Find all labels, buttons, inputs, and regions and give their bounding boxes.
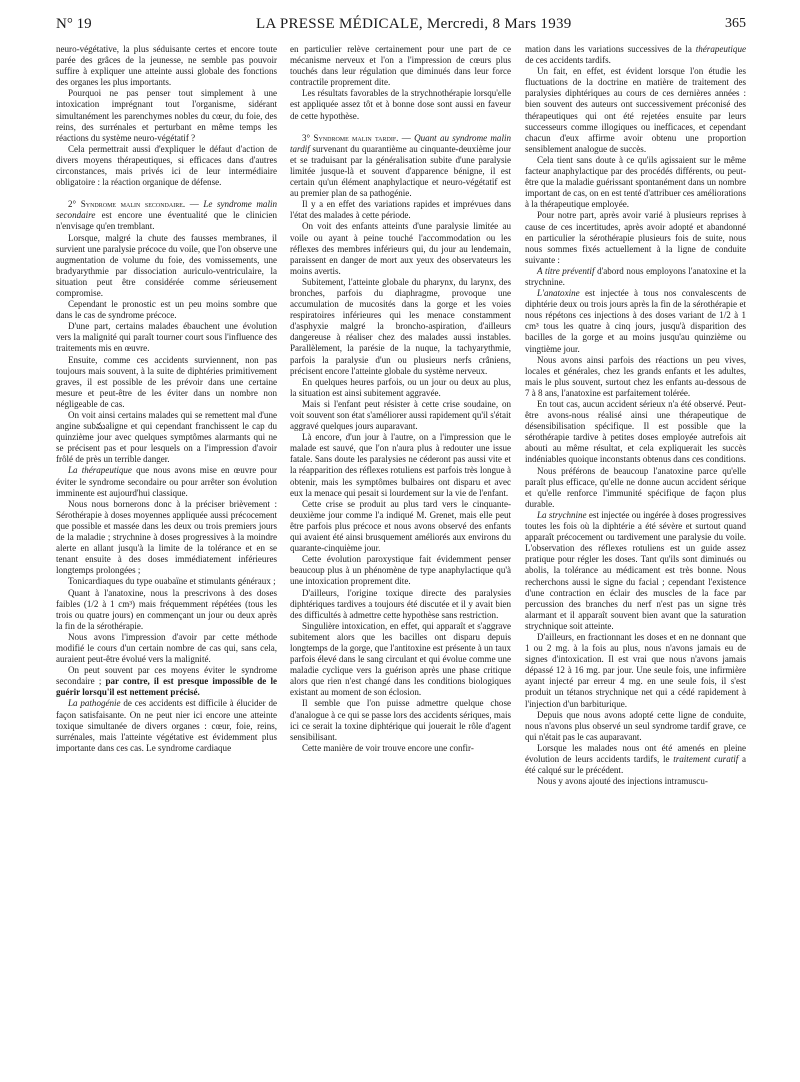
paragraph: Singulière intoxication, en effet, qui apparaît et s'aggrave subitement alors que les bacilles ont disparu depuis longtemps de la gorge, que l'antitoxine est présente à un taux parfois élevé dans le sang circulant et qui évolue comme une maladie cyclique vers la guérison après une phase critique alors que rien n'est changé dans les conditions biologiques existant au moment de son éclosion.	[290, 620, 511, 698]
paragraph: mation dans les variations successives de la thérapeutique de ces accidents tardifs.	[525, 44, 746, 66]
paragraph: La strychnine est injectée ou ingérée à doses progressives toutes les fois où la diphtérie a été sévère et surtout quand apparaît précocement ou tardivement une paralysie du voile. L'observation des réflexes rotuliens est un guide assez pratique pour régler les doses. Tant qu'ils sont diminués ou abolis, la tolérance au médicament est très bonne. Nous recherchons aussi le signe du facial ; cependant l'existence d'une contraction en éclair des muscles de la face par percussion des branches du nerf n'est pas un signe très alarmant et il apparaît souvent bien avant que la saturation strychnique soit atteinte.	[525, 509, 746, 631]
paragraph: Quant à l'anatoxine, nous la prescrivons à des doses faibles (1/2 à 1 cm³) mais fréquemment répétées (tous les trois ou quatre jours) en commençant un jour ou deux après la fin de la sérothérapie.	[56, 587, 277, 631]
paragraph: On voit ainsi certains malades qui se remettent mal d'une angine subమaligne et qui cependant franchissent le cap du quinzième jour avec quelques symptômes alarmants qui ne se précisent pas et pour lesquels on a l'impression d'avoir frôlé de près un terrible danger.	[56, 410, 277, 465]
page-number: 365	[725, 16, 746, 31]
paragraph: On peut souvent par ces moyens éviter le syndrome secondaire ; par contre, il est presque impossible de le guérir lorsqu'il est nettement précisé.	[56, 665, 277, 698]
paragraph: Cela tient sans doute à ce qu'ils agissaient sur le même facteur anaphylactique par des procédés différents, ou peut-être que la maladie guérissant spontanément dans un nombre important de cas, on en est tenté d'attribuer ces améliorations à la thérapeutique employée.	[525, 154, 746, 210]
paragraph: Pour notre part, après avoir varié à plusieurs reprises à cause de ces incertitudes, après avoir adopté et abandonné en particulier la sérothérapie plusieurs fois de suite, nous nous sommes fixés actuellement à la ligne de conduite suivante :	[525, 210, 746, 265]
paragraph: Subitement, l'atteinte globale du pharynx, du larynx, des bronches, parfois du diaphragme, provoque une accumulation de mucosités dans la gorge et les voies respiratoires inférieures qui les menace constamment d'asphyxie malgré la broncho-aspiration, d'ailleurs dangereuse à réaliser chez des malades aussi instables. Parallèlement, la parésie de la nuque, la tachyarythmie, parfois la paralysie d'un ou plusieurs nerfs crâniens, précisent encore l'atteinte globale du système nerveux.	[290, 276, 511, 376]
column-3	[525, 44, 746, 1074]
paragraph: Lorsque, malgré la chute des fausses membranes, il survient une paralysie précoce du voile, que l'on observe une augmentation de volume du foie, des vomissements, une bradyarythmie par dissociation auriculo-ventriculaire, la situation peut être considérée comme sérieusement compromise.	[56, 232, 277, 298]
paragraph: Il semble que l'on puisse admettre quelque chose d'analogue à ce qui se passe lors des accidents sériques, mais ici ce serait la toxine diphtérique qui jouerait le rôle d'agent sensibilisant.	[290, 698, 511, 742]
paragraph: Cela permettrait aussi d'expliquer le défaut d'action de divers moyens thérapeutiques, si efficaces dans d'autres circonstances, mais privés ici de leur intermédiaire obligatoire : la réaction organique de défense.	[56, 143, 277, 188]
issue-number: N° 19	[56, 16, 92, 32]
paragraph: Pourquoi ne pas penser tout simplement à une intoxication imprégnant tout l'organisme, sidérant simultanément les parenchymes nobles du cœur, du foie, des reins, des surrénales et perturbant en même temps les réactions du système neuro-végétatif ?	[56, 88, 277, 143]
section-paragraph: 2° Syndrome malin secondaire. — Le syndrome malin secondaire est encore une éventualité que le clinicien n'envisage qu'en tremblant.	[56, 199, 277, 232]
paragraph: Cette évolution paroxystique fait évidemment penser beaucoup plus à un phénomène de type anaphylactique qu'à une intoxication proprement dite.	[290, 554, 511, 587]
paragraph: Cette crise se produit au plus tard vers le cinquante-deuxième jour comme l'a indiqué M. Grenet, mais elle peut être parfois plus précoce et nous avons observé des enfants qui avaient été ainsi brusquement améliorés aux environs du quarante-cinquième jour.	[290, 498, 511, 554]
paragraph: Il y a en effet des variations rapides et imprévues dans l'état des malades à cette période.	[290, 199, 511, 221]
paragraph: Ensuite, comme ces accidents surviennent, non pas toujours mais souvent, à la suite de diphtéries primitivement graves, il est possible de les prévoir dans une certaine mesure et peut-être de les éviter dans un nombre non négligeable de cas.	[56, 354, 277, 409]
paragraph: neuro-végétative, la plus séduisante certes et encore toute parée des grâces de la jeunesse, ne semble pas pouvoir suffire à expliquer une atteinte aussi globale des fonctions des organes les plus importants.	[56, 44, 277, 88]
paragraph: Là encore, d'un jour à l'autre, on a l'impression que le malade est sauvé, que l'on n'aura plus à redouter une issue fatale. Sans doute les paralysies ne céderont pas aussi vite et la réapparition des réflexes rotuliens est parfois très longue à obtenir, mais les symptômes bulbaires ont disparu et avec eux la menace qui pesait si lourdement sur la vie de l'enfant.	[290, 432, 511, 498]
page-header	[56, 16, 746, 38]
paragraph: D'une part, certains malades ébauchent une évolution vers la malignité qui paraît tourner court sous l'influence des traitements mis en œuvre.	[56, 321, 277, 354]
section-heading: 3° Syndrome malin tardif.	[302, 132, 399, 143]
paragraph: en particulier relève certainement pour une part de ce mécanisme nerveux et l'on a l'impression de cœurs plus touchés dans leur régulation que diminués dans leur force contractile proprement dite.	[290, 44, 511, 88]
paragraph: La thérapeutique que nous avons mise en œuvre pour éviter le syndrome secondaire ou pour arrêter son évolution imminente est aujourd'hui classique.	[56, 465, 277, 498]
paragraph: Un fait, en effet, est évident lorsque l'on étudie les fluctuations de la doctrine en matière de traitement des paralysies diphtériques au cours de ces dernières années : bien souvent des auteurs ont successivement préconisé des thérapeutiques qui ont été rejetées ensuite par leurs successeurs comme illogiques ou inefficaces, et cependant chacun d'eux affirme avoir obtenu une proportion sensiblement analogue de succès.	[525, 66, 746, 154]
section-heading: 2° Syndrome malin secondaire.	[68, 199, 186, 210]
journal-title: LA PRESSE MÉDICALE, Mercredi, 8 Mars 1939	[256, 16, 572, 32]
paragraph: Cette manière de voir trouve encore une confir-	[302, 742, 474, 753]
paragraph: A titre préventif d'abord nous employons l'anatoxine et la strychnine.	[525, 265, 746, 287]
paragraph: En tout cas, aucun accident sérieux n'a été observé. Peut-être avons-nous réalisé ainsi une thérapeutique de désensibilisation spécifique. Il est possible que la sérothérapie tardive à petites doses employée autrefois ait abouti au même résultat, et cela expliquerait les succès indéniables quoique inconstants obtenus dans ces conditions.	[525, 399, 746, 465]
paragraph: Tonicardiaques du type ouabaïne et stimulants généraux ;	[68, 576, 276, 587]
paragraph: Nous avons ainsi parfois des réactions un peu vives, locales et générales, chez les grands enfants et les adultes, mais le plus souvent, surtout chez les enfants au-dessous de 7 à 8 ans, l'anatoxine est parfaitement tolérée.	[525, 354, 746, 398]
paragraph: On voit des enfants atteints d'une paralysie limitée au voile ou ayant à peine touché l'accommodation ou les réflexes des membres inférieurs qui, du jour au lendemain, paraissent en danger de mort aux yeux des observateurs les moins avertis.	[290, 221, 511, 276]
paragraph: Nous préférons de beaucoup l'anatoxine parce qu'elle paraît plus efficace, qu'elle ne donne aucun accident sérique et qu'elle renforce l'immunité spécifique de façon plus durable.	[525, 465, 746, 509]
paragraph: Nous y avons ajouté des injections intramuscu-	[537, 776, 708, 787]
paragraph: Depuis que nous avons adopté cette ligne de conduite, nous n'avons plus observé un seul syndrome tardif grave, ce qui n'était pas le cas auparavant.	[525, 709, 746, 742]
paragraph: D'ailleurs, l'origine toxique directe des paralysies diphtériques tardives a toujours été discutée et il y avait bien des difficultés à admettre cette hypothèse sans restriction.	[290, 587, 511, 620]
paragraph: Les résultats favorables de la strychnothérapie lorsqu'elle est appliquée assez tôt et à bonne dose sont aussi en faveur de cette hypothèse.	[290, 88, 511, 121]
paragraph: Nous avons l'impression d'avoir par cette méthode modifié le cours d'un certain nombre de cas qui, sans cela, auraient peut-être évolué vers la malignité.	[56, 631, 277, 665]
paragraph: L'anatoxine est injectée à tous nos convalescents de diphtérie deux ou trois jours après la fin de la sérothérapie et nous répétons ces injections à des doses variant de 1/2 à 1 cm³ tous les quatre à cinq jours, jusqu'à disparition des bacilles de la gorge et au moins jusqu'au quinzième ou vingtième jour.	[525, 288, 746, 354]
paragraph: Nous nous bornerons donc à la préciser brièvement : Sérothérapie à doses moyennes appliquée aussi précocement que possible et massée dans les deux ou trois premiers jours de la maladie ; strychnine à doses progressives à la moindre alerte en allant jusqu'à la limite de la tolérance et en se tenant ensuite à des doses immédiatement inférieures longtemps prolongées ;	[56, 498, 277, 576]
paragraph: La pathogénie de ces accidents est difficile à élucider de façon satisfaisante. On ne peut nier ici encore une atteinte toxique simultanée de divers organes : cœur, foie, reins, surrénales, mais l'atteinte végétative est évidemment plus importante dans ces cas. Le syndrome cardiaque	[56, 698, 277, 753]
article-body	[56, 44, 746, 1076]
paragraph: D'ailleurs, en fractionnant les doses et en ne donnant que 1 ou 2 mg. à la fois au plus, nous n'avons jamais eu de signes d'intoxication. Il est vrai que nous n'avons jamais dépassé 12 à 16 mg. par jour. Une seule fois, une infirmière ayant injecté par erreur 4 mg. en une seule fois, il s'est produit un tétanos strychnique net qui a cédé rapidement à l'injection d'un barbiturique.	[525, 631, 746, 709]
paragraph: Cependant le pronostic est un peu moins sombre que dans le cas de syndrome précoce.	[56, 299, 277, 321]
column-1	[56, 44, 277, 1074]
section-paragraph: 3° Syndrome malin tardif. — Quant au syndrome malin tardif survenant du quarantième au cinquante-deuxième jour et se traduisant par la généralisation subite d'une paralysie limitée jusque-là et souvent d'apparence bénigne, il est certain qu'un élément anaphylactique et neuro-végétatif est au premier plan de sa pathogénie.	[290, 132, 511, 199]
paragraph: Lorsque les malades nous ont été amenés en pleine évolution de leurs accidents tardifs, le traitement curatif a été calqué sur le précédent.	[525, 742, 746, 776]
paragraph: Mais si l'enfant peut résister à cette crise soudaine, on voit souvent son état s'améliorer aussi rapidement qu'il s'était aggravé quelques jours auparavant.	[290, 398, 511, 432]
paragraph: En quelques heures parfois, ou un jour ou deux au plus, la situation est ainsi subitement aggravée.	[290, 376, 511, 398]
column-2	[290, 44, 511, 1074]
